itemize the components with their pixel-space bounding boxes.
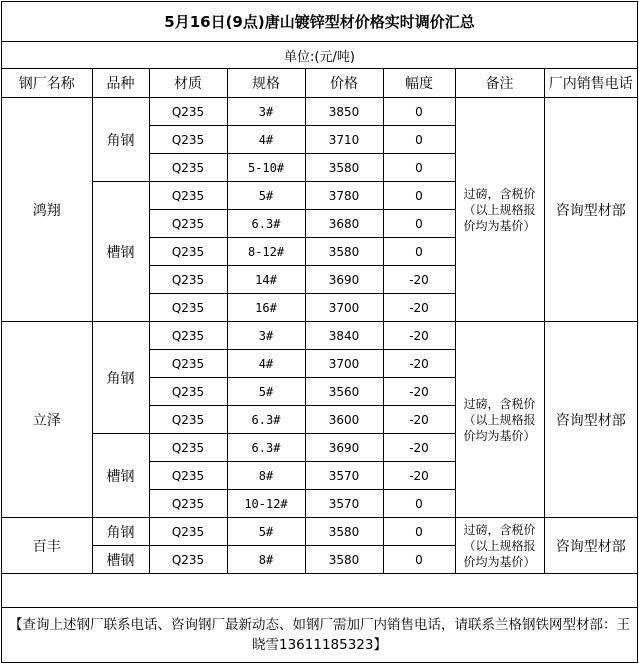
material-cell: Q235 bbox=[149, 154, 227, 182]
material-cell: Q235 bbox=[149, 322, 227, 350]
note-cell: 过磅，含税价（以上规格报价均为基价） bbox=[455, 98, 544, 322]
change-cell: -20 bbox=[383, 406, 455, 434]
price-cell: 3690 bbox=[305, 434, 383, 462]
spec-cell: 3# bbox=[227, 322, 305, 350]
spec-cell: 6.3# bbox=[227, 210, 305, 238]
spec-cell: 10-12# bbox=[227, 490, 305, 518]
material-cell: Q235 bbox=[149, 238, 227, 266]
material-cell: Q235 bbox=[149, 182, 227, 210]
material-cell: Q235 bbox=[149, 434, 227, 462]
change-cell: -20 bbox=[383, 266, 455, 294]
price-cell: 3680 bbox=[305, 210, 383, 238]
category-cell: 角钢 bbox=[92, 322, 149, 434]
price-cell: 3570 bbox=[305, 490, 383, 518]
spec-cell: 6.3# bbox=[227, 406, 305, 434]
price-table-body bbox=[2, 98, 637, 574]
table-row bbox=[2, 518, 637, 546]
material-cell: Q235 bbox=[149, 126, 227, 154]
change-cell: 0 bbox=[383, 98, 455, 126]
mill-name: 立泽 bbox=[2, 322, 92, 518]
spec-cell: 5# bbox=[227, 518, 305, 546]
material-cell: Q235 bbox=[149, 462, 227, 490]
price-cell: 3580 bbox=[305, 518, 383, 546]
change-cell: 0 bbox=[383, 182, 455, 210]
change-cell: -20 bbox=[383, 378, 455, 406]
price-cell: 3580 bbox=[305, 154, 383, 182]
note-cell: 过磅，含税价（以上规格报价均为基价） bbox=[455, 518, 544, 574]
price-cell: 3710 bbox=[305, 126, 383, 154]
change-cell: -20 bbox=[383, 294, 455, 322]
spec-cell: 8# bbox=[227, 462, 305, 490]
header-contact: 厂内销售电话 bbox=[544, 69, 637, 98]
change-cell: -20 bbox=[383, 322, 455, 350]
header-mill: 钢厂名称 bbox=[2, 69, 92, 98]
page-title: 5月16日(9点)唐山镀锌型材价格实时调价汇总 bbox=[2, 2, 637, 42]
material-cell: Q235 bbox=[149, 490, 227, 518]
header-note: 备注 bbox=[455, 69, 544, 98]
category-cell: 槽钢 bbox=[92, 182, 149, 322]
category-cell: 槽钢 bbox=[92, 434, 149, 518]
material-cell: Q235 bbox=[149, 350, 227, 378]
price-cell: 3600 bbox=[305, 406, 383, 434]
mill-name: 百丰 bbox=[2, 518, 92, 574]
category-cell: 角钢 bbox=[92, 518, 149, 546]
spec-cell: 14# bbox=[227, 266, 305, 294]
change-cell: 0 bbox=[383, 518, 455, 546]
change-cell: 0 bbox=[383, 490, 455, 518]
change-cell: -20 bbox=[383, 462, 455, 490]
table-row bbox=[2, 322, 637, 350]
material-cell: Q235 bbox=[149, 266, 227, 294]
spec-cell: 8# bbox=[227, 546, 305, 574]
spec-cell: 8-12# bbox=[227, 238, 305, 266]
change-cell: -20 bbox=[383, 434, 455, 462]
material-cell: Q235 bbox=[149, 406, 227, 434]
material-cell: Q235 bbox=[149, 294, 227, 322]
header-change: 幅度 bbox=[383, 69, 455, 98]
change-cell: -20 bbox=[383, 350, 455, 378]
price-cell: 3690 bbox=[305, 266, 383, 294]
spec-cell: 16# bbox=[227, 294, 305, 322]
header-price: 价格 bbox=[305, 69, 383, 98]
material-cell: Q235 bbox=[149, 378, 227, 406]
price-cell: 3700 bbox=[305, 350, 383, 378]
price-cell: 3850 bbox=[305, 98, 383, 126]
spec-cell: 6.3# bbox=[227, 434, 305, 462]
spec-cell: 5-10# bbox=[227, 154, 305, 182]
unit-label: 单位:(元/吨) bbox=[2, 42, 637, 69]
contact-cell: 咨询型材部 bbox=[544, 322, 637, 518]
spec-cell: 5# bbox=[227, 378, 305, 406]
footer-contact-note: 【查询上述钢厂联系电话、咨询钢厂最新动态、如钢厂需加厂内销售电话，请联系兰格钢铁网型材部：王晓雪13611185323】 bbox=[2, 607, 637, 662]
table-header-row bbox=[2, 69, 637, 98]
change-cell: 0 bbox=[383, 154, 455, 182]
change-cell: 0 bbox=[383, 238, 455, 266]
price-cell: 3570 bbox=[305, 462, 383, 490]
change-cell: 0 bbox=[383, 546, 455, 574]
price-cell: 3700 bbox=[305, 294, 383, 322]
header-category: 品种 bbox=[92, 69, 149, 98]
material-cell: Q235 bbox=[149, 546, 227, 574]
category-cell: 槽钢 bbox=[92, 546, 149, 574]
price-cell: 3840 bbox=[305, 322, 383, 350]
price-summary-sheet bbox=[1, 1, 638, 663]
spec-cell: 5# bbox=[227, 182, 305, 210]
price-table bbox=[2, 69, 637, 574]
spec-cell: 4# bbox=[227, 126, 305, 154]
price-cell: 3560 bbox=[305, 378, 383, 406]
spec-cell: 3# bbox=[227, 98, 305, 126]
price-cell: 3580 bbox=[305, 546, 383, 574]
header-spec: 规格 bbox=[227, 69, 305, 98]
change-cell: 0 bbox=[383, 210, 455, 238]
spec-cell: 4# bbox=[227, 350, 305, 378]
contact-cell: 咨询型材部 bbox=[544, 98, 637, 322]
category-cell: 角钢 bbox=[92, 98, 149, 182]
contact-cell: 咨询型材部 bbox=[544, 518, 637, 574]
price-cell: 3780 bbox=[305, 182, 383, 210]
change-cell: 0 bbox=[383, 126, 455, 154]
material-cell: Q235 bbox=[149, 98, 227, 126]
mill-name: 鸿翔 bbox=[2, 98, 92, 322]
note-cell: 过磅，含税价（以上规格报价均为基价） bbox=[455, 322, 544, 518]
material-cell: Q235 bbox=[149, 210, 227, 238]
price-cell: 3580 bbox=[305, 238, 383, 266]
table-row bbox=[2, 98, 637, 126]
material-cell: Q235 bbox=[149, 518, 227, 546]
header-material: 材质 bbox=[149, 69, 227, 98]
